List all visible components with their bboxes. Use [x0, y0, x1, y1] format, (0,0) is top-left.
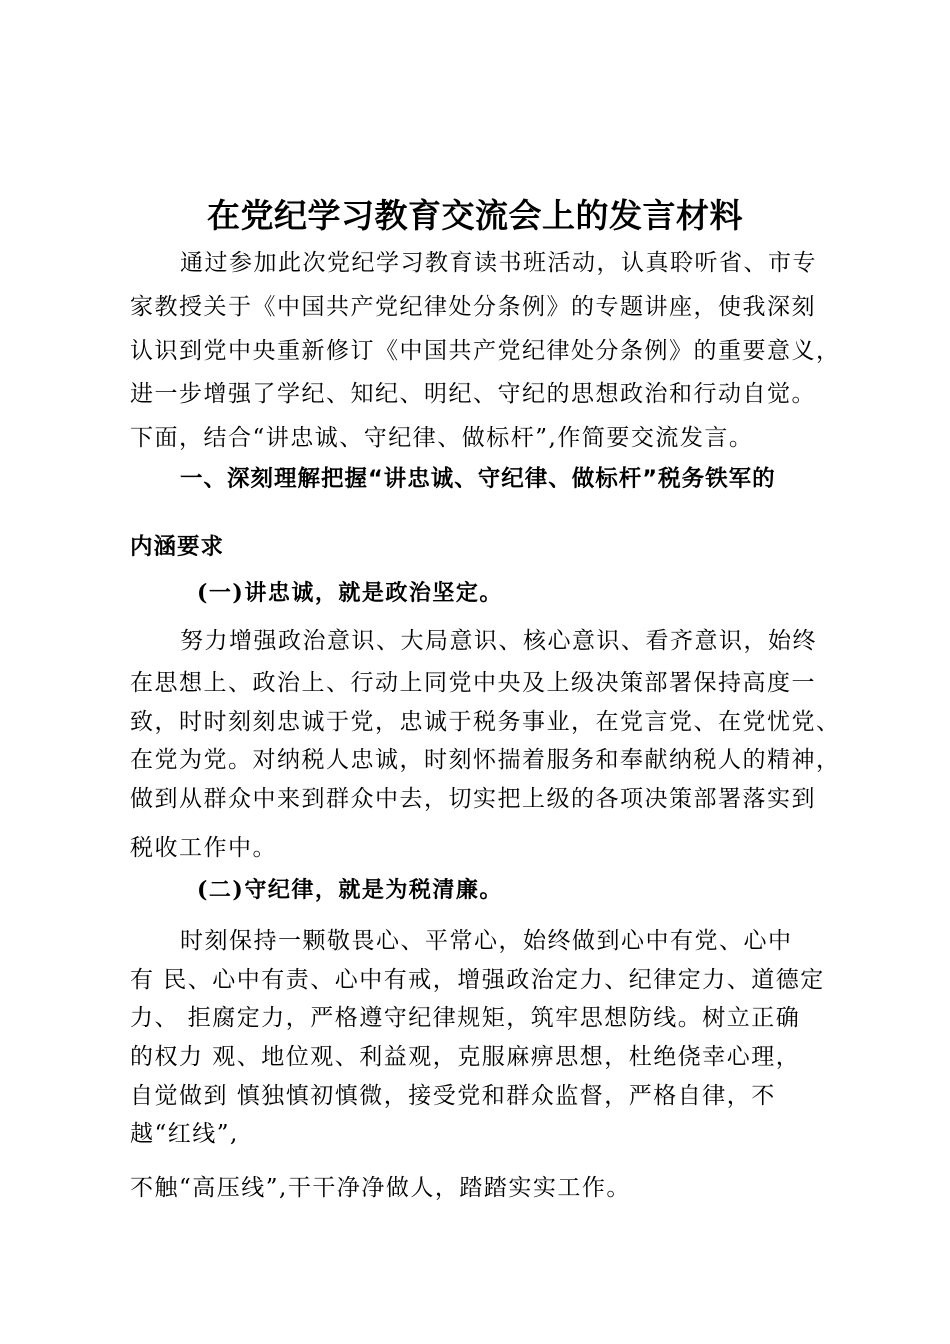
intro-line-1: 通过参加此次党纪学习教育读书班活动，认真聆听省、市专	[180, 250, 817, 276]
intro-line-5: 下面，结合“讲忠诚、守纪律、做标杆”,作简要交流发言。	[130, 425, 754, 451]
subsection-1-line-4: 在党为党。对纳税人忠诚，时刻怀揣着服务和奉献纳税人的精神，	[130, 747, 841, 773]
subsection-1-line-5: 做到从群众中来到群众中去，切实把上级的各项决策部署落实到	[130, 786, 816, 812]
subsection-1-line-1: 努力增强政治意识、大局意识、核心意识、看齐意识，始终	[180, 628, 817, 654]
section-1-heading-line-2: 内涵要求	[130, 534, 225, 560]
subsection-2-line-3: 力、 拒腐定力，严格遵守纪律规矩，筑牢思想防线。树立正确	[130, 1005, 801, 1031]
subsection-1-line-6: 税收工作中。	[130, 835, 277, 861]
subsection-1-heading: (一)讲忠诚，就是政治坚定。	[197, 580, 503, 606]
subsection-2-line-7: 不触“高压线”,干干净净做人，踏踏实实工作。	[130, 1175, 631, 1201]
subsection-1-line-3: 致，时时刻刻忠诚于党，忠诚于税务事业，在党言党、在党忧党、	[130, 709, 841, 735]
subsection-2-line-5: 自觉做到 慎独慎初慎微，接受党和群众监督，严格自律，不	[130, 1083, 776, 1109]
document-title: 在党纪学习教育交流会上的发言材料	[207, 196, 743, 235]
subsection-1-line-2: 在思想上、政治上、行动上同党中央及上级决策部署保持高度一	[130, 670, 816, 696]
intro-line-3: 认识到党中央重新修订《中国共产党纪律处分条例》的重要意义，	[130, 338, 841, 364]
section-1-heading-line-1: 一、深刻理解把握“讲忠诚、守纪律、做标杆”税务铁军的	[180, 466, 776, 492]
subsection-2-line-6: 越“红线”,	[130, 1121, 239, 1147]
subsection-2-line-1: 时刻保持一颗敬畏心、平常心，始终做到心中有党、心中	[180, 928, 793, 954]
intro-line-4: 进一步增强了学纪、知纪、明纪、守纪的思想政治和行动自觉。	[130, 381, 816, 407]
subsection-2-line-4: 的权力 观、地位观、利益观，克服麻痹思想，杜绝侥幸心理，	[130, 1044, 801, 1070]
subsection-2-heading: (二)守纪律，就是为税清廉。	[197, 877, 503, 903]
intro-line-2: 家教授关于《中国共产党纪律处分条例》的专题讲座，使我深刻	[130, 294, 816, 320]
subsection-2-line-2: 有 民、心中有责、心中有戒，增强政治定力、纪律定力、道德定	[130, 967, 825, 993]
